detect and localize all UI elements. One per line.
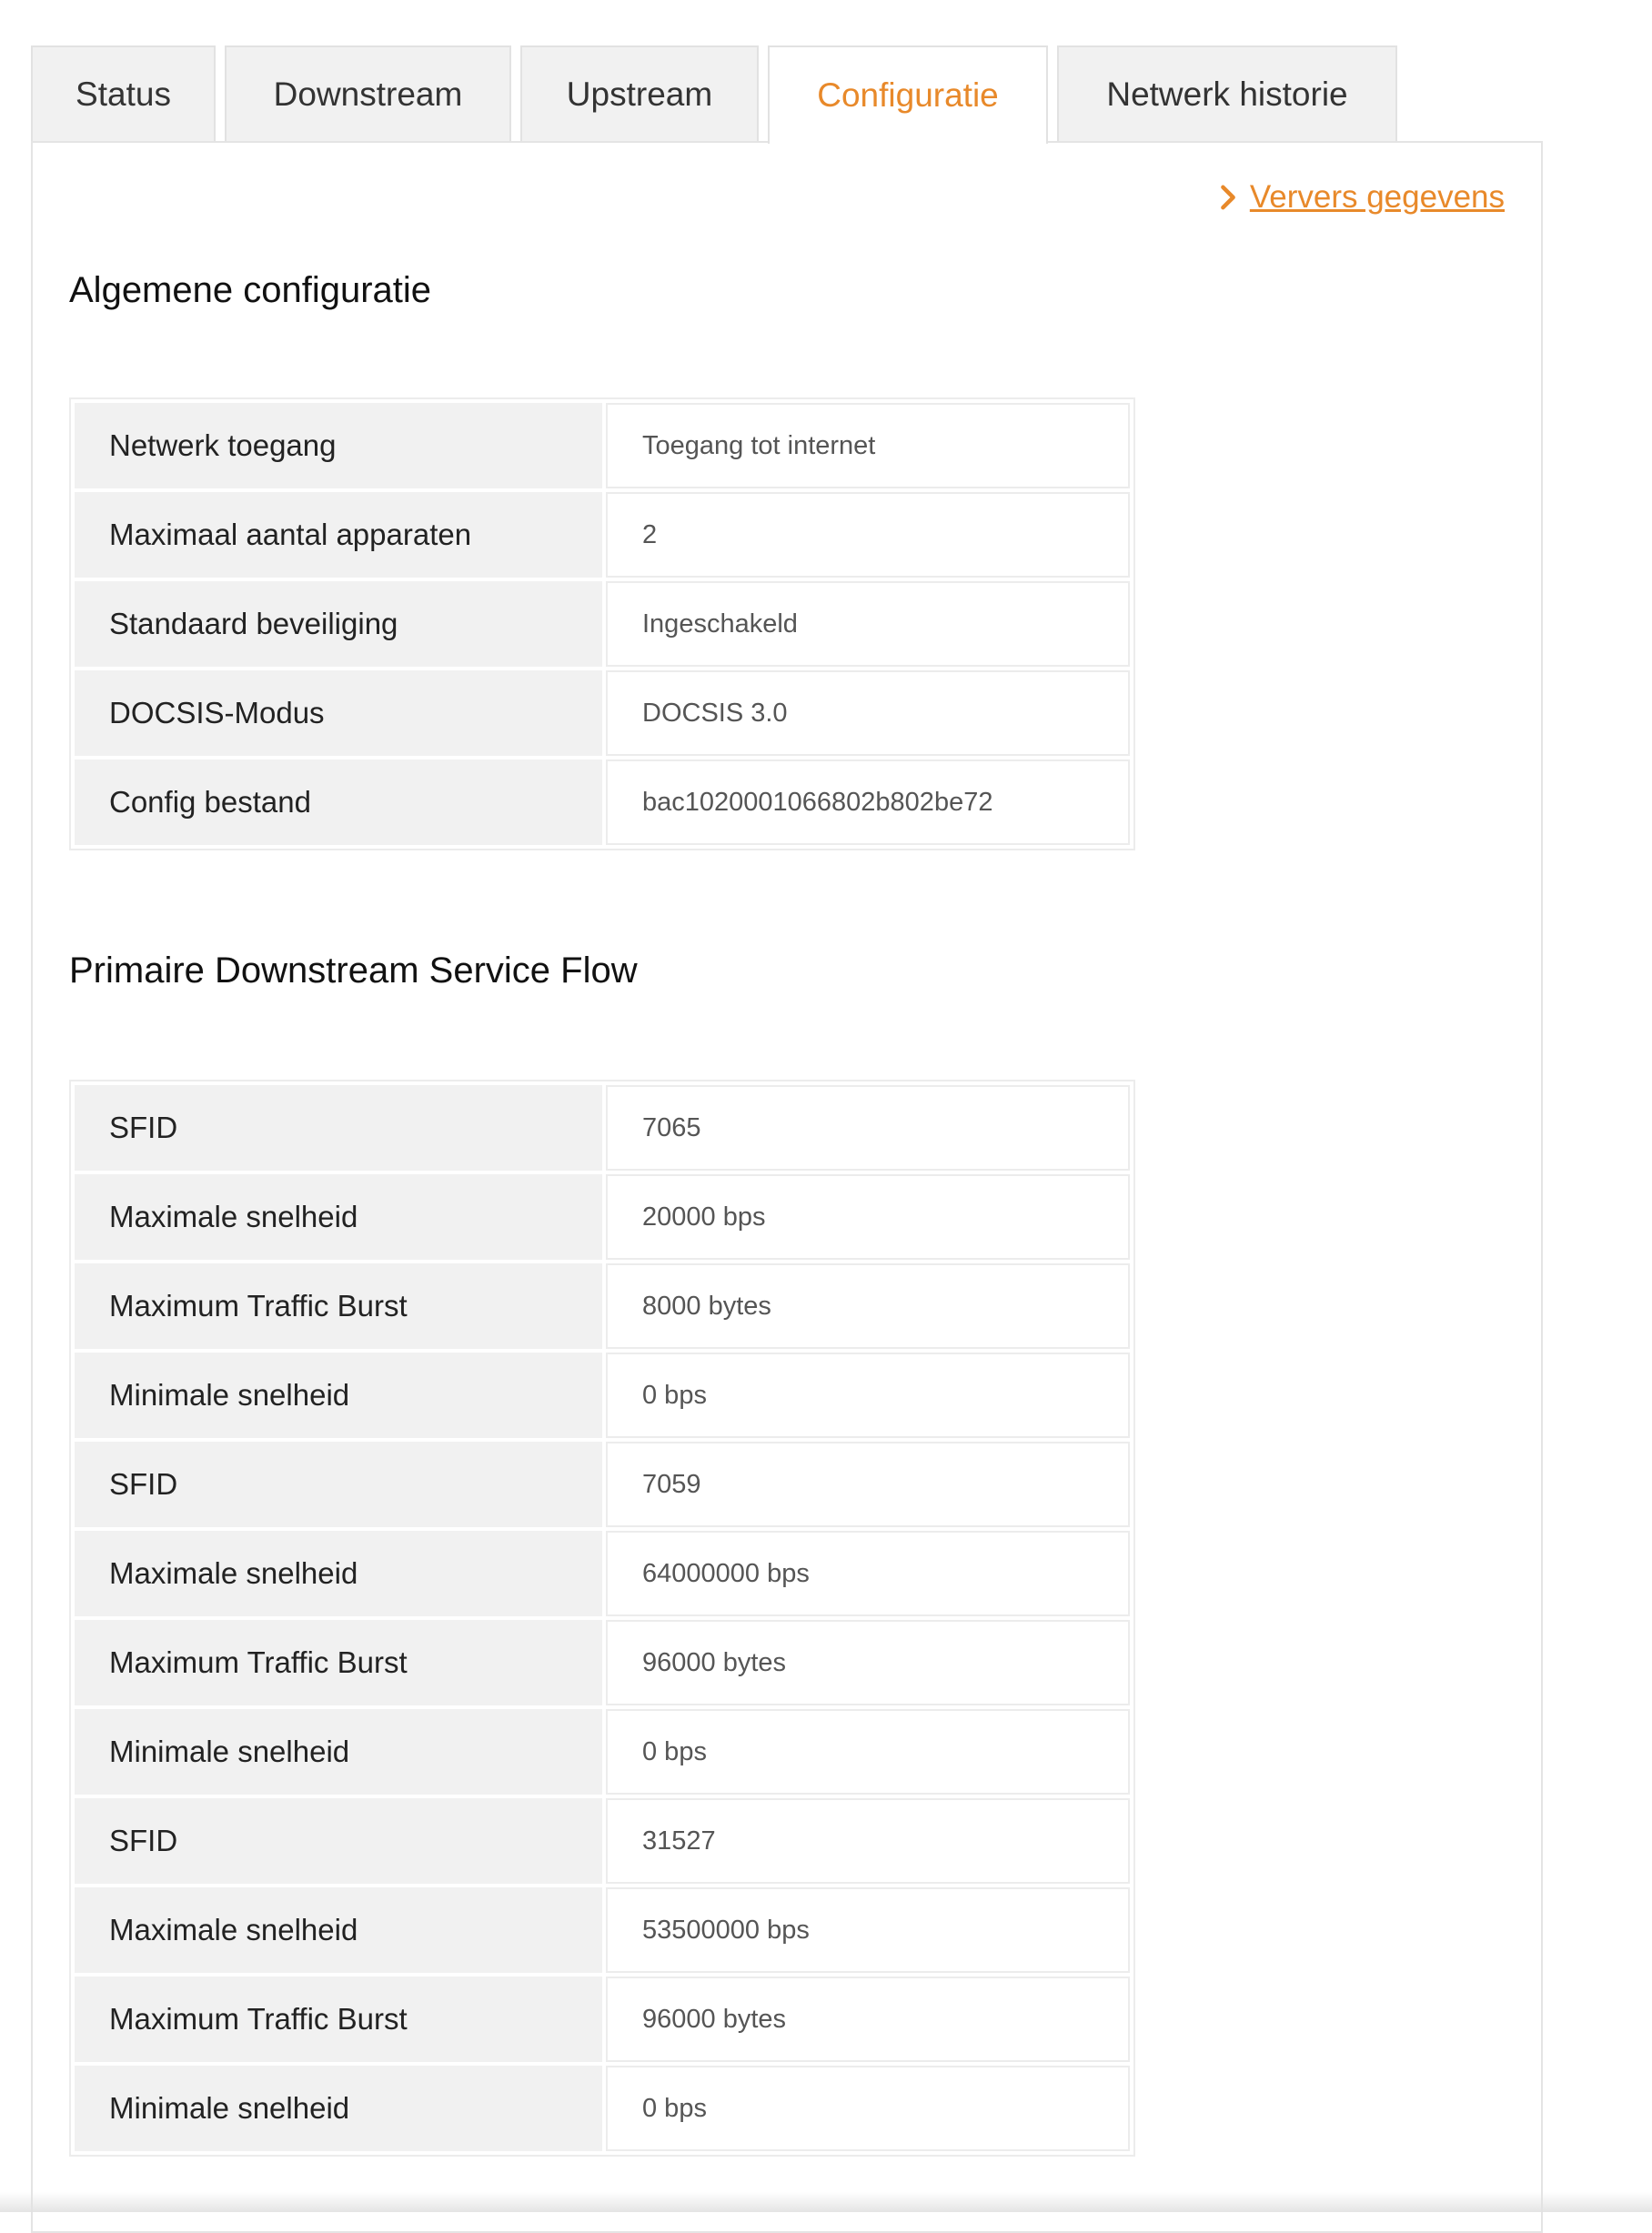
row-value: bac1020001066802b802be72	[606, 759, 1130, 845]
row-label: Standaard beveiliging	[75, 581, 602, 667]
row-value: 53500000 bps	[606, 1887, 1130, 1973]
tab-downstream[interactable]: Downstream	[225, 45, 511, 142]
row-label: SFID	[75, 1798, 602, 1884]
table-row	[75, 1620, 1130, 1705]
table-row	[75, 1263, 1130, 1349]
tab-bar	[31, 45, 1406, 142]
row-value: 20000 bps	[606, 1174, 1130, 1260]
row-value: Toegang tot internet	[606, 403, 1130, 488]
row-label: Netwerk toegang	[75, 403, 602, 488]
row-label: DOCSIS-Modus	[75, 670, 602, 756]
row-label: SFID	[75, 1442, 602, 1527]
tab-upstream[interactable]: Upstream	[520, 45, 759, 142]
table-row	[75, 1353, 1130, 1438]
row-value: 0 bps	[606, 1353, 1130, 1438]
row-value: DOCSIS 3.0	[606, 670, 1130, 756]
row-label: Minimale snelheid	[75, 1353, 602, 1438]
row-label: Maximale snelheid	[75, 1174, 602, 1260]
section-title-general: Algemene configuratie	[69, 270, 431, 311]
row-label: Maximum Traffic Burst	[75, 1263, 602, 1349]
table-row	[75, 1174, 1130, 1260]
table-row	[75, 1798, 1130, 1884]
tab-netwerk-historie[interactable]: Netwerk historie	[1057, 45, 1397, 142]
page-bottom-shadow	[0, 2192, 1652, 2212]
row-value: 2	[606, 492, 1130, 578]
row-label: Maximum Traffic Burst	[75, 1620, 602, 1705]
table-row	[75, 403, 1130, 488]
row-label: Maximale snelheid	[75, 1887, 602, 1973]
table-row	[75, 1442, 1130, 1527]
table-row	[75, 492, 1130, 578]
tab-status[interactable]: Status	[31, 45, 216, 142]
table-row	[75, 1977, 1130, 2062]
downstream-flow-table	[69, 1080, 1135, 2157]
row-value: 8000 bytes	[606, 1263, 1130, 1349]
row-label: Maximale snelheid	[75, 1531, 602, 1616]
table-row	[75, 1709, 1130, 1795]
section-title-downstream-flow: Primaire Downstream Service Flow	[69, 951, 638, 991]
chevron-right-icon	[1215, 185, 1241, 210]
row-value: 64000000 bps	[606, 1531, 1130, 1616]
table-row	[75, 1085, 1130, 1171]
row-label: Maximum Traffic Burst	[75, 1977, 602, 2062]
table-row	[75, 581, 1130, 667]
refresh-link[interactable]	[1215, 179, 1505, 216]
row-value: 96000 bytes	[606, 1977, 1130, 2062]
configuratie-panel	[31, 141, 1543, 2233]
row-label: Minimale snelheid	[75, 1709, 602, 1795]
tab-configuratie[interactable]: Configuratie	[768, 45, 1048, 144]
table-row	[75, 1887, 1130, 1973]
row-label: Maximaal aantal apparaten	[75, 492, 602, 578]
general-config-table	[69, 397, 1135, 850]
table-row	[75, 1531, 1130, 1616]
row-value: 0 bps	[606, 1709, 1130, 1795]
row-value: Ingeschakeld	[606, 581, 1130, 667]
row-label: SFID	[75, 1085, 602, 1171]
refresh-link-label[interactable]: Ververs gegevens	[1250, 179, 1505, 216]
row-value: 31527	[606, 1798, 1130, 1884]
row-value: 96000 bytes	[606, 1620, 1130, 1705]
table-row	[75, 759, 1130, 845]
row-label: Config bestand	[75, 759, 602, 845]
row-value: 7059	[606, 1442, 1130, 1527]
row-label: Minimale snelheid	[75, 2066, 602, 2151]
table-row	[75, 670, 1130, 756]
row-value: 0 bps	[606, 2066, 1130, 2151]
table-row	[75, 2066, 1130, 2151]
row-value: 7065	[606, 1085, 1130, 1171]
